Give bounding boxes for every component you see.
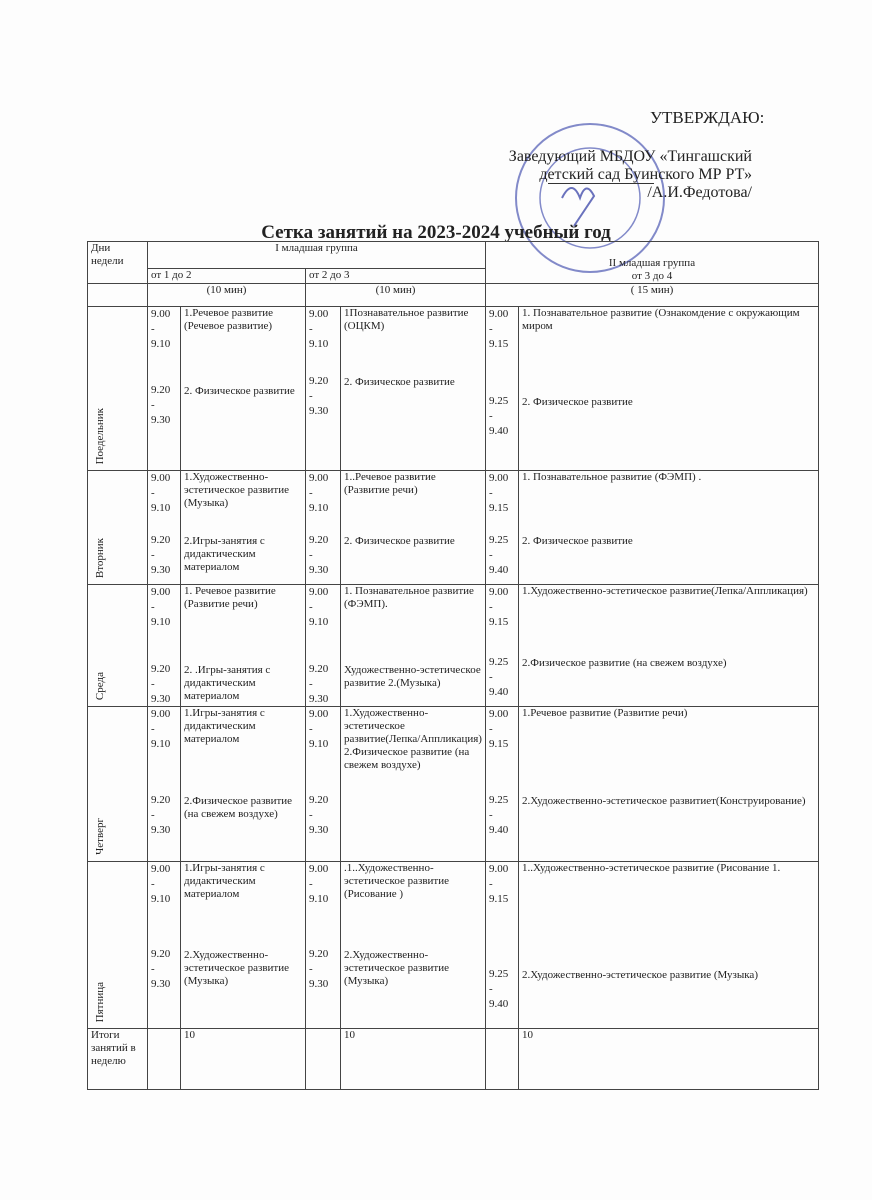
age-3-4: от 3 до 4 — [631, 270, 673, 282]
activity-1: 1.Речевое развитие (Речевое развитие) — [184, 307, 274, 332]
activity-1: 1. Познавательное развитие (ФЭМП) . — [522, 471, 702, 483]
time-slot-1: 9.00 - 9.10 — [151, 308, 171, 350]
activity-2: 2. .Игры-занятия с дидактическим материалом — [184, 664, 271, 702]
totals-value: 10 — [341, 1029, 486, 1090]
totals-row — [88, 1029, 819, 1090]
activity-2: 2. Физическое развитие — [522, 535, 633, 547]
time-cell — [306, 585, 341, 707]
time-slot-2: 9.20 - 9.30 — [151, 948, 171, 990]
day-cell — [88, 585, 148, 707]
activity-1: 1.Художественно-эстетическое развитие(Лепка/Аппликация) — [522, 585, 808, 597]
empty-cell — [486, 1029, 519, 1090]
time-cell — [306, 471, 341, 585]
activity-2: 2.Художественно-эстетическое развитие (Музыка) — [344, 949, 449, 987]
totals-label: Итоги занятий в неделю — [88, 1029, 148, 1090]
day-name: Среда — [94, 671, 106, 700]
activity-1: 1.Игры-занятия с дидактическим материалом — [184, 707, 265, 745]
time-slot-2: 9.20 - 9.30 — [151, 794, 171, 836]
time-cell — [148, 862, 181, 1029]
table-row — [88, 862, 819, 1029]
activity-cell — [519, 471, 819, 585]
time-slot-1: 9.00 - 9.10 — [151, 586, 171, 628]
time-slot-2: 9.20 - 9.30 — [309, 948, 329, 990]
time-slot-2: 9.20 - 9.30 — [151, 384, 171, 426]
time-slot-1: 9.00 - 9.10 — [309, 472, 329, 514]
activity-cell — [341, 862, 486, 1029]
activity-cell — [519, 585, 819, 707]
activity-1: 1Познавательное развитие (ОЦКМ) — [344, 307, 469, 332]
activity-1: .1..Художественно-эстетическое развитие (Рисование ) — [344, 862, 449, 900]
time-slot-2: 9.25 - 9.40 — [489, 656, 509, 698]
activity-cell — [519, 707, 819, 862]
activity-cell — [181, 585, 306, 707]
time-slot-2: 9.20 - 9.30 — [151, 663, 171, 705]
table-row — [88, 471, 819, 585]
activity-2: 2.Художественно-эстетическое развитие (Музыка) — [522, 969, 758, 981]
time-slot-1: 9.00 - 9.15 — [489, 586, 509, 628]
activity-cell — [181, 862, 306, 1029]
time-slot-1: 9.00 - 9.10 — [309, 308, 329, 350]
activity-cell — [181, 471, 306, 585]
approver-organization: детский сад Буинского МР РТ» — [539, 166, 752, 183]
time-cell — [306, 862, 341, 1029]
days-header: Дни недели — [88, 242, 148, 284]
time-slot-2: 9.20 - 9.30 — [151, 534, 171, 576]
empty-cell — [88, 284, 148, 307]
table-row — [88, 707, 819, 862]
time-slot-1: 9.00 - 9.10 — [151, 472, 171, 514]
time-cell — [486, 307, 519, 471]
time-slot-1: 9.00 - 9.15 — [489, 863, 509, 905]
time-cell — [486, 585, 519, 707]
activity-2: 2. Физическое развитие — [522, 396, 633, 408]
activity-cell — [181, 307, 306, 471]
time-slot-2: 9.25 - 9.40 — [489, 968, 509, 1010]
schedule-table — [87, 241, 819, 1090]
activity-1: 1. Познавательное развитие (ФЭМП). — [344, 585, 474, 610]
approver-position: Заведующий МБДОУ «Тингашский — [508, 148, 752, 165]
activity-2: 2.Физическое развитие (на свежем воздухе) — [522, 657, 727, 669]
time-slot-1: 9.00 - 9.10 — [151, 708, 171, 750]
time-slot-2: 9.25 - 9.40 — [489, 794, 509, 836]
age-1-2: от 1 до 2 — [148, 269, 306, 284]
activity-cell — [341, 471, 486, 585]
day-name: Пятница — [94, 981, 106, 1022]
activity-cell — [341, 707, 486, 862]
time-slot-1: 9.00 - 9.10 — [151, 863, 171, 905]
time-cell — [486, 862, 519, 1029]
empty-cell — [306, 1029, 341, 1090]
activity-2: 2.Художественно-эстетическое развитиет(Конструирование) — [522, 795, 806, 807]
day-name: Поедельник — [94, 407, 106, 464]
time-cell — [148, 307, 181, 471]
table-row — [88, 585, 819, 707]
activity-2: 2. Физическое развитие — [344, 376, 455, 388]
group2-title: II младшая группа — [608, 257, 696, 269]
day-name: Четверг — [94, 818, 106, 855]
duration-3: ( 15 мин) — [486, 284, 819, 307]
day-name: Вторник — [94, 537, 106, 578]
time-slot-1: 9.00 - 9.10 — [309, 586, 329, 628]
activity-1: 1.Речевое развитие (Развитие речи) — [522, 707, 688, 719]
time-slot-1: 9.00 - 9.15 — [489, 708, 509, 750]
time-cell — [148, 585, 181, 707]
time-cell — [486, 707, 519, 862]
activity-cell — [519, 307, 819, 471]
activity-2: 2.Физическое развитие (на свежем воздухе) — [184, 795, 293, 820]
time-cell — [486, 471, 519, 585]
activity-1: 1.Художественно-эстетическое развитие(Лепка/Аппликация) 2.Физическое развитие (на свежем воздухе) — [344, 707, 482, 771]
signature-line — [548, 183, 654, 184]
activity-2: 2. Физическое развитие — [184, 385, 295, 397]
age-2-3: от 2 до 3 — [306, 269, 486, 284]
time-slot-2: 9.20 - 9.30 — [309, 534, 329, 576]
group1-header: I младшая группа — [148, 242, 486, 269]
activity-1: 1. Речевое развитие (Развитие речи) — [184, 585, 276, 610]
activity-cell — [341, 307, 486, 471]
time-slot-2: 9.20 - 9.30 — [309, 375, 329, 417]
day-cell — [88, 307, 148, 471]
activity-2: 2.Игры-занятия с дидактическим материалом — [184, 535, 265, 573]
time-slot-2: 9.25 - 9.40 — [489, 534, 509, 576]
day-cell — [88, 707, 148, 862]
day-cell — [88, 862, 148, 1029]
time-slot-2: 9.20 - 9.30 — [309, 663, 329, 705]
activity-cell — [181, 707, 306, 862]
activity-cell — [341, 585, 486, 707]
activity-1: 1.Игры-занятия с дидактическим материалом — [184, 862, 265, 900]
activity-1: 1. Познавательное развитие (Ознакомдение с окружающим миром — [522, 307, 800, 332]
time-slot-1: 9.00 - 9.10 — [309, 863, 329, 905]
totals-value: 10 — [519, 1029, 819, 1090]
activity-2: 2. Физическое развитие — [344, 535, 455, 547]
time-cell — [148, 707, 181, 862]
group2-header — [486, 242, 819, 284]
activity-1: 1.Художественно-эстетическое развитие (Музыка) — [184, 471, 289, 509]
time-slot-1: 9.00 - 9.15 — [489, 472, 509, 514]
time-slot-2: 9.20 - 9.30 — [309, 794, 329, 836]
activity-2: Художественно-эстетическое развитие 2.(Музыка) — [344, 664, 481, 689]
empty-cell — [148, 1029, 181, 1090]
time-cell — [306, 307, 341, 471]
activity-2: 2.Художественно-эстетическое развитие (Музыка) — [184, 949, 289, 987]
approver-name: /А.И.Федотова/ — [647, 184, 752, 201]
duration-1: (10 мин) — [148, 284, 306, 307]
day-cell — [88, 471, 148, 585]
time-slot-2: 9.25 - 9.40 — [489, 395, 509, 437]
activity-1: 1..Художественно-эстетическое развитие (Рисование 1. — [522, 862, 781, 874]
time-slot-1: 9.00 - 9.10 — [309, 708, 329, 750]
time-cell — [148, 471, 181, 585]
activity-cell — [519, 862, 819, 1029]
duration-2: (10 мин) — [306, 284, 486, 307]
time-cell — [306, 707, 341, 862]
document-title: Сетка занятий на 2023-2024 учебный год — [261, 222, 611, 243]
time-slot-1: 9.00 - 9.15 — [489, 308, 509, 350]
totals-value: 10 — [181, 1029, 306, 1090]
table-row — [88, 307, 819, 471]
approval-heading: УТВЕРЖДАЮ: — [650, 108, 765, 127]
activity-1: 1..Речевое развитие (Развитие речи) — [344, 471, 436, 496]
